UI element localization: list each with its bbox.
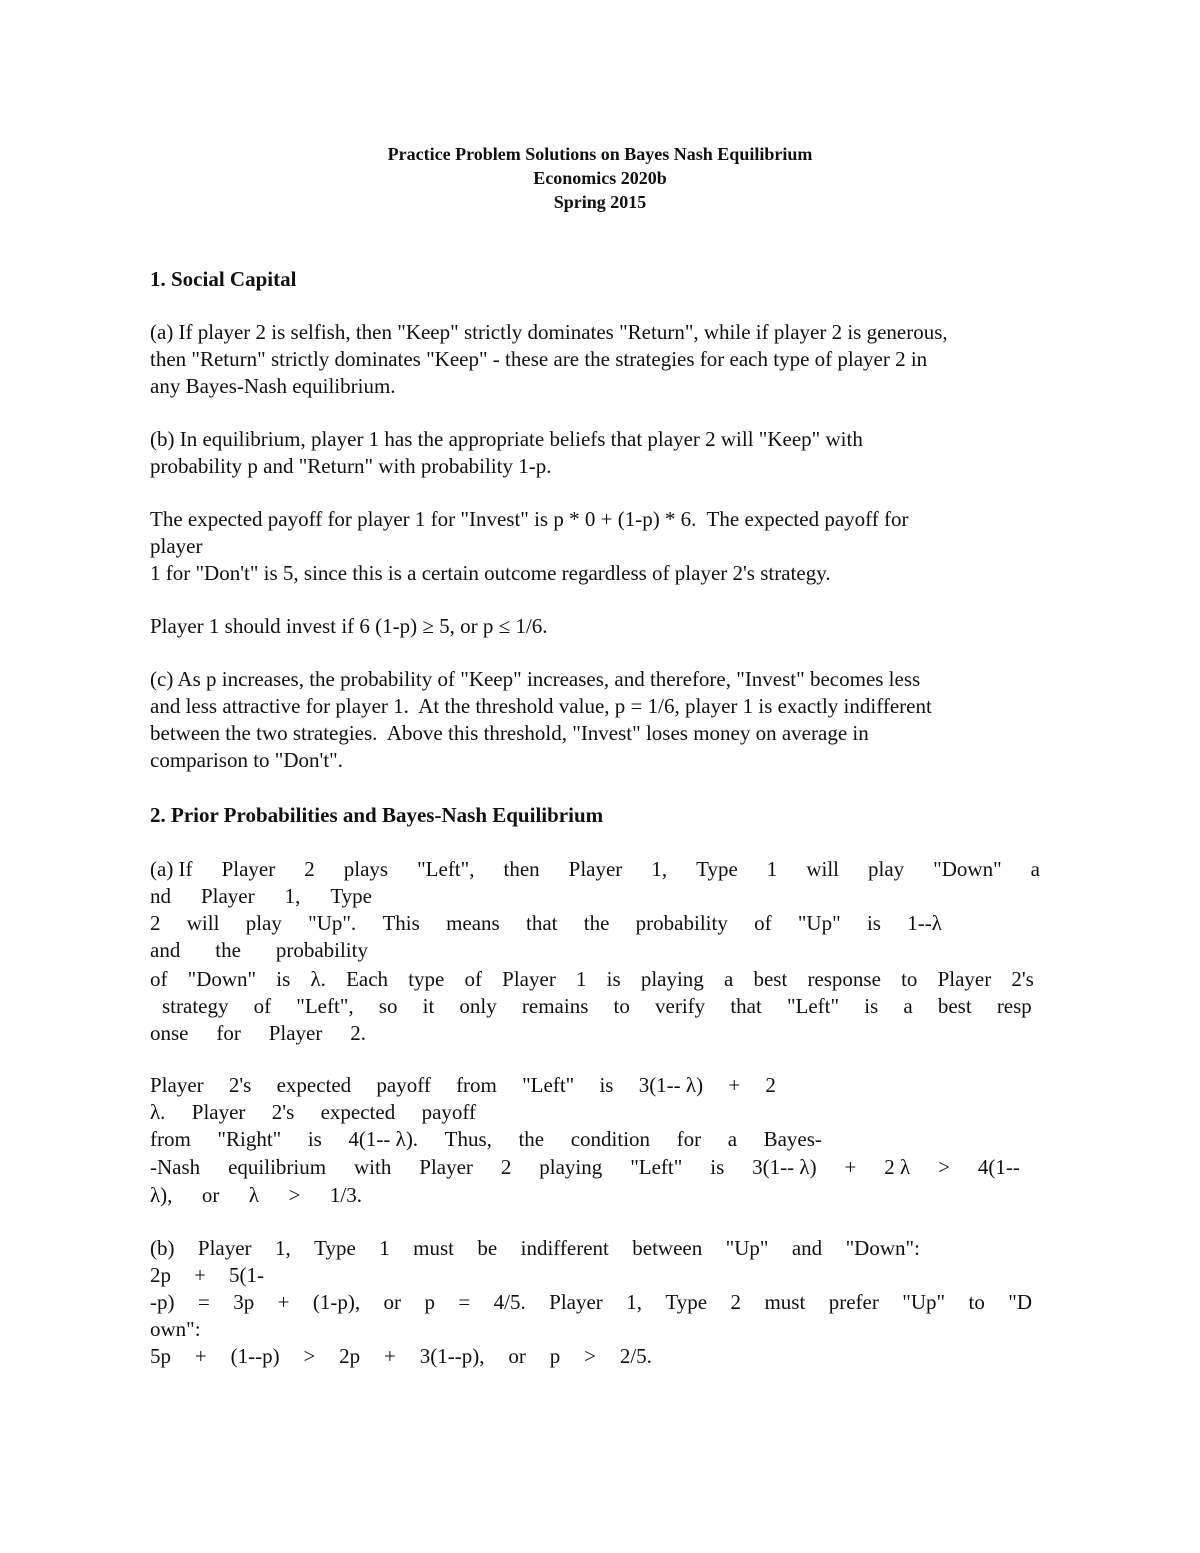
word: that <box>525 911 558 935</box>
word: > <box>584 1344 596 1368</box>
word: a <box>1030 857 1040 881</box>
word: condition <box>570 1127 651 1151</box>
word: (1-p), <box>312 1290 361 1314</box>
word: best <box>937 994 972 1018</box>
word: 1, <box>284 884 301 908</box>
word: + <box>277 1290 290 1314</box>
word: 2 λ <box>884 1155 911 1179</box>
word: + <box>194 1263 206 1287</box>
s1-b3-post: 1/6. <box>510 614 548 638</box>
word: 5(1- <box>229 1263 264 1287</box>
word: indifferent <box>520 1236 609 1260</box>
s1-a-line-1: (a) If player 2 is selfish, then "Keep" strictly dominates "Return", while if player 2 is generous, <box>150 320 948 344</box>
word: then <box>503 857 540 881</box>
s2-b-line-3 <box>150 1289 1032 1316</box>
word: 2's <box>271 1100 295 1124</box>
s1-c-line-3: between the two strategies. Above this threshold, "Invest" loses money on average in <box>150 721 869 745</box>
word: must <box>413 1236 454 1260</box>
word: -p) <box>150 1290 175 1314</box>
section-2-heading: 2. Prior Probabilities and Bayes-Nash Equilibrium <box>150 803 604 827</box>
word: Player <box>268 1021 323 1045</box>
word: Player <box>150 1073 204 1097</box>
word: λ. <box>150 1100 166 1124</box>
s1-b3-mid: 5, or p <box>433 614 499 638</box>
s1-b3-pre: Player 1 should invest if 6 (1-p) <box>150 614 423 638</box>
word: 2 <box>304 857 315 881</box>
s2-a-line-4 <box>150 937 368 964</box>
word: 2 <box>150 911 161 935</box>
s2-a-line-5 <box>150 966 1034 993</box>
word: type <box>408 967 445 991</box>
s2-a-line-1 <box>150 856 1040 883</box>
word: the <box>215 938 241 962</box>
word: 1 <box>575 967 587 991</box>
word: Each <box>346 967 389 991</box>
word: 2/5. <box>619 1344 652 1368</box>
word: 1 <box>766 857 778 881</box>
s1-a-line-3: any Bayes-Nash equilibrium. <box>150 374 396 398</box>
word: of <box>150 967 168 991</box>
s2-payoff-line-5 <box>150 1182 362 1209</box>
word: Type <box>665 1290 708 1314</box>
word: 3(1--p), <box>419 1344 485 1368</box>
word: will <box>806 857 839 881</box>
word: p <box>424 1290 435 1314</box>
word: Player <box>200 884 255 908</box>
word: 1--λ <box>907 911 942 935</box>
word: Player <box>419 1155 473 1179</box>
word: "Left" <box>522 1073 575 1097</box>
word: = <box>197 1290 210 1314</box>
word: + <box>194 1344 207 1368</box>
word: "Up" <box>902 1290 946 1314</box>
word: payoff <box>421 1100 476 1124</box>
word: 4(1-- λ). <box>348 1127 419 1151</box>
word: a <box>723 967 734 991</box>
section-1-heading: 1. Social Capital <box>150 267 297 291</box>
word: the <box>518 1127 545 1151</box>
word: "Up". <box>308 911 357 935</box>
word: to <box>901 967 918 991</box>
word: is <box>710 1155 725 1179</box>
word: "Left" <box>630 1155 683 1179</box>
word: > <box>288 1183 301 1207</box>
word: is <box>276 967 291 991</box>
word: of <box>754 911 772 935</box>
word: the <box>583 911 610 935</box>
word: a <box>727 1127 738 1151</box>
s1-b2-line-2: player <box>150 534 203 558</box>
word: Bayes- <box>763 1127 822 1151</box>
s2-payoff-line-3 <box>150 1126 822 1153</box>
document-title: Practice Problem Solutions on Bayes Nash Equilibrium <box>387 144 813 164</box>
s2-payoff-line-2 <box>150 1099 476 1126</box>
word: 2 <box>730 1290 742 1314</box>
word: strategy <box>162 994 229 1018</box>
word: "Up" <box>725 1236 769 1260</box>
s2-a-line-7 <box>150 1020 366 1047</box>
word: it <box>422 994 435 1018</box>
word: (b) <box>150 1236 175 1260</box>
word: 2's <box>228 1073 252 1097</box>
word: Thus, <box>444 1127 492 1151</box>
word: resp <box>996 994 1032 1018</box>
course-name: Economics 2020b <box>533 168 667 188</box>
word: 2p <box>150 1263 171 1287</box>
word: -Nash <box>150 1155 201 1179</box>
word: + <box>384 1344 396 1368</box>
word: play <box>245 911 282 935</box>
word: 2. <box>350 1021 366 1045</box>
s1-c-line-1: (c) As p increases, the probability of "Keep" increases, and therefore, "Invest" becomes less <box>150 667 921 691</box>
word: and <box>791 1236 823 1260</box>
word: is <box>307 1127 322 1151</box>
word: 1, <box>626 1290 642 1314</box>
word: prefer <box>828 1290 879 1314</box>
word: expected <box>320 1100 396 1124</box>
word: "Up" <box>797 911 841 935</box>
word: λ. <box>310 967 326 991</box>
word: 3(1-- λ) <box>752 1155 817 1179</box>
s1-a-line-2: then "Return" strictly dominates "Keep" - these are the strategies for each type of player 2 in <box>150 347 928 371</box>
word: "D <box>1008 1290 1032 1314</box>
word: (a) If <box>150 857 193 881</box>
word: of <box>253 994 272 1018</box>
word: 1, <box>651 857 668 881</box>
word: 2p <box>339 1344 361 1368</box>
word: + <box>844 1155 857 1179</box>
s2-a-line-2 <box>150 883 372 910</box>
word: from <box>456 1073 497 1097</box>
word: 2 <box>765 1073 776 1097</box>
word: from <box>150 1127 191 1151</box>
word: equilibrium <box>228 1155 327 1179</box>
word: is <box>864 994 879 1018</box>
word: "Left", <box>296 994 354 1018</box>
ge-symbol: ≥ <box>422 614 434 638</box>
s1-b-line-2: probability p and "Return" with probability 1-p. <box>150 454 552 478</box>
word: or <box>383 1290 402 1314</box>
s2-payoff-line-1 <box>150 1072 776 1099</box>
word: plays <box>343 857 389 881</box>
s2-b-line-4 <box>150 1316 220 1343</box>
word: with <box>354 1155 392 1179</box>
word: for <box>676 1127 702 1151</box>
word: Player <box>197 1236 252 1260</box>
word: or <box>201 1183 220 1207</box>
word: 2's <box>1011 967 1034 991</box>
word: "Right" <box>217 1127 282 1151</box>
word: probability <box>275 938 368 962</box>
word: Player <box>221 857 276 881</box>
word: to <box>968 1290 985 1314</box>
word: remains <box>521 994 589 1018</box>
word: 2 <box>500 1155 512 1179</box>
word: expected <box>276 1073 352 1097</box>
word: or <box>508 1344 526 1368</box>
word: 4(1-- <box>977 1155 1020 1179</box>
word: Player <box>937 967 992 991</box>
word: Player <box>191 1100 246 1124</box>
word: for <box>216 1021 241 1045</box>
s1-b-line-1: (b) In equilibrium, player 1 has the appropriate beliefs that player 2 will "Keep" with <box>150 427 863 451</box>
word: Type <box>314 1236 356 1260</box>
s2-b-line-5 <box>150 1343 652 1370</box>
word: response <box>807 967 881 991</box>
word: Player <box>549 1290 603 1314</box>
word: "Left" <box>786 994 840 1018</box>
word: own": <box>150 1317 201 1341</box>
le-symbol: ≤ <box>498 614 511 638</box>
word: nd <box>150 884 171 908</box>
word: "Down" <box>933 857 1002 881</box>
word: will <box>186 911 220 935</box>
word: + <box>728 1073 741 1097</box>
word: > <box>303 1344 316 1368</box>
word: 5p <box>150 1344 171 1368</box>
s2-a-line-6 <box>162 993 1032 1020</box>
word: best <box>753 967 788 991</box>
word: 1/3. <box>329 1183 362 1207</box>
s1-b2-line-1: The expected payoff for player 1 for "Invest" is p * 0 + (1-p) * 6. The expected payoff for <box>150 507 909 531</box>
word: be <box>477 1236 498 1260</box>
s1-b2-line-3: 1 for "Don't" is 5, since this is a certain outcome regardless of player 2's strategy. <box>150 561 831 585</box>
word: This <box>382 911 420 935</box>
s2-payoff-line-4 <box>150 1154 1020 1181</box>
word: > <box>938 1155 950 1179</box>
word: Player <box>502 967 556 991</box>
word: Type <box>696 857 738 881</box>
word: λ), <box>150 1183 173 1207</box>
word: onse <box>150 1021 189 1045</box>
word: "Down" <box>187 967 257 991</box>
word: verify <box>655 994 706 1018</box>
word: that <box>730 994 762 1018</box>
word: 1 <box>379 1236 390 1260</box>
word: Player <box>568 857 623 881</box>
word: 4/5. <box>493 1290 526 1314</box>
word: between <box>632 1236 703 1260</box>
word: only <box>459 994 497 1018</box>
s2-b-line-2 <box>150 1262 264 1289</box>
word: 3(1-- λ) <box>638 1073 704 1097</box>
word: Type <box>330 884 372 908</box>
word: 3p <box>233 1290 255 1314</box>
word: and <box>150 938 181 962</box>
word: (1--p) <box>230 1344 280 1368</box>
word: p <box>549 1344 561 1368</box>
word: play <box>868 857 905 881</box>
word: "Left", <box>417 857 475 881</box>
s2-b-line-1 <box>150 1235 920 1262</box>
word: must <box>764 1290 806 1314</box>
word: playing <box>539 1155 603 1179</box>
s2-a-line-3 <box>150 910 942 937</box>
word: so <box>378 994 398 1018</box>
word: 1, <box>274 1236 291 1260</box>
word: of <box>464 967 483 991</box>
word: to <box>613 994 630 1018</box>
word: probability <box>635 911 728 935</box>
word: payoff <box>376 1073 431 1097</box>
word: is <box>599 1073 614 1097</box>
word: λ <box>248 1183 260 1207</box>
word: is <box>866 911 881 935</box>
s1-b3-line <box>150 613 548 640</box>
s1-c-line-4: comparison to "Don't". <box>150 748 343 772</box>
word: means <box>446 911 500 935</box>
word: a <box>903 994 913 1018</box>
s1-c-line-2: and less attractive for player 1. At the threshold value, p = 1/6, player 1 is exactly indifferent <box>150 694 932 718</box>
word: is <box>606 967 621 991</box>
word: "Down": <box>845 1236 920 1260</box>
word: = <box>458 1290 471 1314</box>
word: playing <box>640 967 704 991</box>
term: Spring 2015 <box>553 192 647 212</box>
